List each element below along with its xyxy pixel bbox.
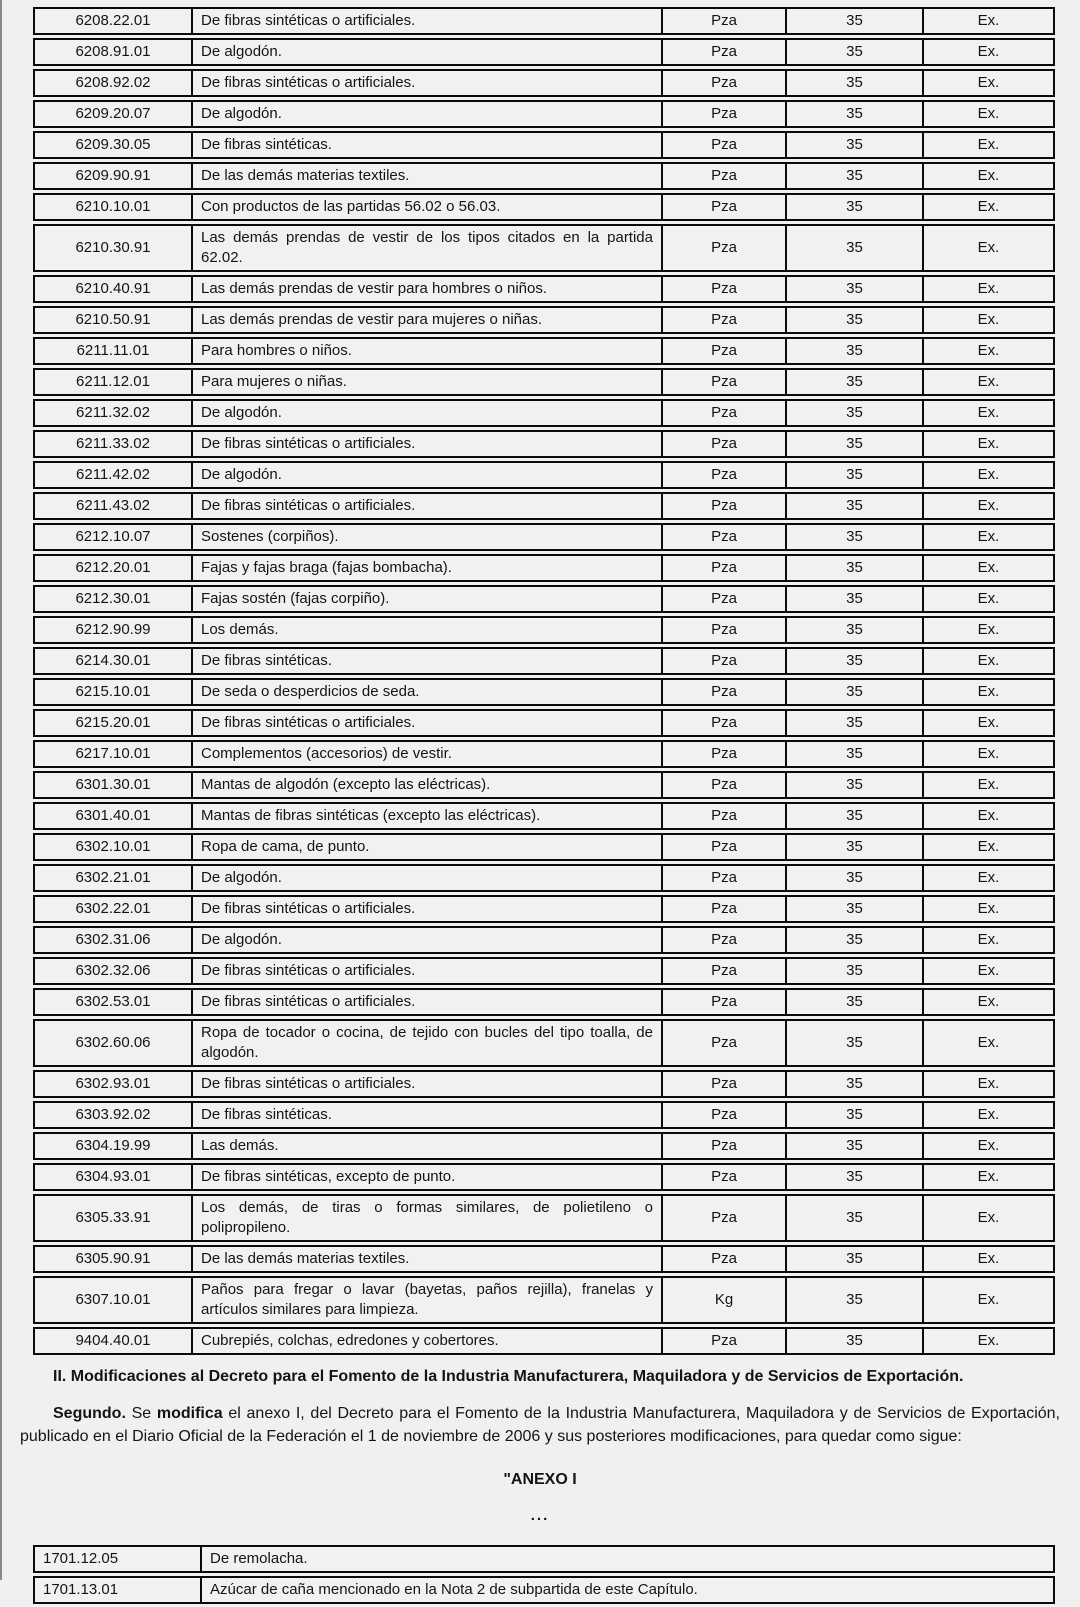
tariff-unit-cell: Pza xyxy=(663,430,787,458)
tariff-unit-cell: Pza xyxy=(663,193,787,221)
tariff-code-cell: 6212.10.07 xyxy=(33,523,193,551)
annex-table-row xyxy=(33,1576,1055,1604)
tariff-code-cell: 6304.19.99 xyxy=(33,1132,193,1160)
tariff-table-row xyxy=(33,337,1055,365)
tariff-code-cell: 6212.30.01 xyxy=(33,585,193,613)
annex-description-cell: De remolacha. xyxy=(202,1545,1055,1573)
tariff-code-cell: 6302.22.01 xyxy=(33,895,193,923)
tariff-description-cell: De fibras sintéticas o artificiales. xyxy=(193,895,663,923)
tariff-unit-cell: Pza xyxy=(663,957,787,985)
tariff-table-row xyxy=(33,38,1055,66)
tariff-table-body xyxy=(33,7,1055,1355)
tariff-description-cell: De fibras sintéticas o artificiales. xyxy=(193,7,663,35)
tariff-table-row xyxy=(33,771,1055,799)
tariff-table-row xyxy=(33,1019,1055,1067)
tariff-table-row xyxy=(33,833,1055,861)
tariff-exemption-cell: Ex. xyxy=(924,1194,1055,1242)
tariff-description-cell: Con productos de las partidas 56.02 o 56.03. xyxy=(193,193,663,221)
tariff-unit-cell: Pza xyxy=(663,100,787,128)
tariff-rate-cell: 35 xyxy=(787,864,924,892)
tariff-code-cell: 6305.90.91 xyxy=(33,1245,193,1273)
tariff-exemption-cell: Ex. xyxy=(924,1132,1055,1160)
tariff-exemption-cell: Ex. xyxy=(924,368,1055,396)
tariff-table-row xyxy=(33,895,1055,923)
anexo-heading: "ANEXO I xyxy=(503,1471,577,1488)
tariff-rate-cell: 35 xyxy=(787,461,924,489)
tariff-exemption-cell: Ex. xyxy=(924,337,1055,365)
tariff-unit-cell: Pza xyxy=(663,1132,787,1160)
tariff-description-cell: Ropa de tocador o cocina, de tejido con bucles del tipo toalla, de algodón. xyxy=(193,1019,663,1067)
tariff-code-cell: 6307.10.01 xyxy=(33,1276,193,1324)
tariff-exemption-cell: Ex. xyxy=(924,616,1055,644)
tariff-rate-cell: 35 xyxy=(787,678,924,706)
tariff-description-cell: Paños para fregar o lavar (bayetas, paños rejilla), franelas y artículos similares para limpieza. xyxy=(193,1276,663,1324)
tariff-table-row xyxy=(33,1132,1055,1160)
tariff-unit-cell: Pza xyxy=(663,7,787,35)
annex-table xyxy=(33,1542,1055,1607)
tariff-description-cell: De fibras sintéticas, excepto de punto. xyxy=(193,1163,663,1191)
tariff-unit-cell: Pza xyxy=(663,709,787,737)
tariff-unit-cell: Pza xyxy=(663,162,787,190)
tariff-exemption-cell: Ex. xyxy=(924,162,1055,190)
tariff-description-cell: De algodón. xyxy=(193,100,663,128)
tariff-table-row xyxy=(33,988,1055,1016)
tariff-code-cell: 6210.10.01 xyxy=(33,193,193,221)
tariff-description-cell: Mantas de algodón (excepto las eléctricas). xyxy=(193,771,663,799)
annex-description-cell: Azúcar de caña mencionado en la Nota 2 de subpartida de este Capítulo. xyxy=(202,1576,1055,1604)
tariff-rate-cell: 35 xyxy=(787,368,924,396)
tariff-exemption-cell: Ex. xyxy=(924,740,1055,768)
tariff-description-cell: De seda o desperdicios de seda. xyxy=(193,678,663,706)
tariff-exemption-cell: Ex. xyxy=(924,224,1055,272)
tariff-description-cell: De fibras sintéticas o artificiales. xyxy=(193,1070,663,1098)
tariff-table-row xyxy=(33,399,1055,427)
tariff-table-row xyxy=(33,1327,1055,1355)
tariff-description-cell: De fibras sintéticas o artificiales. xyxy=(193,69,663,97)
tariff-rate-cell: 35 xyxy=(787,193,924,221)
tariff-rate-cell: 35 xyxy=(787,1101,924,1129)
tariff-rate-cell: 35 xyxy=(787,162,924,190)
tariff-unit-cell: Pza xyxy=(663,337,787,365)
tariff-unit-cell: Pza xyxy=(663,399,787,427)
tariff-exemption-cell: Ex. xyxy=(924,1327,1055,1355)
tariff-rate-cell: 35 xyxy=(787,1132,924,1160)
tariff-description-cell: Mantas de fibras sintéticas (excepto las eléctricas). xyxy=(193,802,663,830)
tariff-unit-cell: Pza xyxy=(663,864,787,892)
tariff-unit-cell: Pza xyxy=(663,616,787,644)
tariff-unit-cell: Pza xyxy=(663,224,787,272)
tariff-code-cell: 6211.32.02 xyxy=(33,399,193,427)
tariff-exemption-cell: Ex. xyxy=(924,554,1055,582)
tariff-description-cell: Los demás, de tiras o formas similares, de polietileno o polipropileno. xyxy=(193,1194,663,1242)
tariff-code-cell: 6215.20.01 xyxy=(33,709,193,737)
tariff-unit-cell: Pza xyxy=(663,131,787,159)
tariff-exemption-cell: Ex. xyxy=(924,988,1055,1016)
tariff-code-cell: 6302.21.01 xyxy=(33,864,193,892)
tariff-description-cell: Fajas sostén (fajas corpiño). xyxy=(193,585,663,613)
tariff-description-cell: De fibras sintéticas. xyxy=(193,131,663,159)
tariff-description-cell: Cubrepiés, colchas, edredones y cobertores. xyxy=(193,1327,663,1355)
tariff-table-row xyxy=(33,306,1055,334)
tariff-rate-cell: 35 xyxy=(787,7,924,35)
tariff-unit-cell: Pza xyxy=(663,1101,787,1129)
annex-code-cell: 1701.13.01 xyxy=(33,1576,202,1604)
tariff-table-row xyxy=(33,1245,1055,1273)
tariff-rate-cell: 35 xyxy=(787,647,924,675)
tariff-description-cell: Las demás. xyxy=(193,1132,663,1160)
tariff-unit-cell: Pza xyxy=(663,368,787,396)
tariff-table-row xyxy=(33,162,1055,190)
tariff-code-cell: 6208.91.01 xyxy=(33,38,193,66)
tariff-rate-cell: 35 xyxy=(787,131,924,159)
tariff-table-row xyxy=(33,1070,1055,1098)
paragraph-segment: Se xyxy=(125,1405,157,1422)
tariff-rate-cell: 35 xyxy=(787,554,924,582)
tariff-code-cell: 6303.92.02 xyxy=(33,1101,193,1129)
tariff-code-cell: 6209.90.91 xyxy=(33,162,193,190)
tariff-table-row xyxy=(33,616,1055,644)
tariff-rate-cell: 35 xyxy=(787,275,924,303)
paragraph-segment: modifica xyxy=(156,1405,223,1422)
tariff-code-cell: 6212.90.99 xyxy=(33,616,193,644)
tariff-unit-cell: Pza xyxy=(663,69,787,97)
continuation-dots: ... xyxy=(530,1507,550,1524)
tariff-rate-cell: 35 xyxy=(787,1070,924,1098)
tariff-unit-cell: Pza xyxy=(663,771,787,799)
tariff-unit-cell: Kg xyxy=(663,1276,787,1324)
tariff-description-cell: Ropa de cama, de punto. xyxy=(193,833,663,861)
tariff-exemption-cell: Ex. xyxy=(924,193,1055,221)
tariff-unit-cell: Pza xyxy=(663,585,787,613)
tariff-unit-cell: Pza xyxy=(663,647,787,675)
tariff-table-row xyxy=(33,1276,1055,1324)
tariff-description-cell: De algodón. xyxy=(193,864,663,892)
tariff-code-cell: 6209.30.05 xyxy=(33,131,193,159)
tariff-code-cell: 6215.10.01 xyxy=(33,678,193,706)
tariff-code-cell: 6302.10.01 xyxy=(33,833,193,861)
tariff-unit-cell: Pza xyxy=(663,1194,787,1242)
tariff-code-cell: 6208.22.01 xyxy=(33,7,193,35)
tariff-exemption-cell: Ex. xyxy=(924,771,1055,799)
tariff-unit-cell: Pza xyxy=(663,523,787,551)
tariff-description-cell: Las demás prendas de vestir de los tipos citados en la partida 62.02. xyxy=(193,224,663,272)
tariff-table-row xyxy=(33,802,1055,830)
tariff-rate-cell: 35 xyxy=(787,399,924,427)
tariff-unit-cell: Pza xyxy=(663,1070,787,1098)
tariff-code-cell: 6305.33.91 xyxy=(33,1194,193,1242)
tariff-description-cell: De algodón. xyxy=(193,38,663,66)
tariff-rate-cell: 35 xyxy=(787,1245,924,1273)
tariff-table-row xyxy=(33,647,1055,675)
tariff-code-cell: 6211.43.02 xyxy=(33,492,193,520)
tariff-rate-cell: 35 xyxy=(787,957,924,985)
tariff-table-row xyxy=(33,554,1055,582)
annex-code-cell: 1701.12.05 xyxy=(33,1545,202,1573)
tariff-rate-cell: 35 xyxy=(787,895,924,923)
tariff-exemption-cell: Ex. xyxy=(924,523,1055,551)
tariff-description-cell: Para mujeres o niñas. xyxy=(193,368,663,396)
tariff-table-row xyxy=(33,461,1055,489)
tariff-rate-cell: 35 xyxy=(787,926,924,954)
tariff-rate-cell: 35 xyxy=(787,100,924,128)
tariff-rate-cell: 35 xyxy=(787,430,924,458)
tariff-table-row xyxy=(33,100,1055,128)
tariff-rate-cell: 35 xyxy=(787,1163,924,1191)
tariff-code-cell: 6211.12.01 xyxy=(33,368,193,396)
tariff-table-row xyxy=(33,678,1055,706)
tariff-unit-cell: Pza xyxy=(663,895,787,923)
tariff-rate-cell: 35 xyxy=(787,1194,924,1242)
tariff-description-cell: De fibras sintéticas. xyxy=(193,647,663,675)
tariff-rate-cell: 35 xyxy=(787,616,924,644)
paragraph-segment: Segundo. xyxy=(53,1405,126,1422)
tariff-code-cell: 6301.30.01 xyxy=(33,771,193,799)
tariff-rate-cell: 35 xyxy=(787,306,924,334)
tariff-rate-cell: 35 xyxy=(787,709,924,737)
tariff-exemption-cell: Ex. xyxy=(924,1070,1055,1098)
tariff-table-row xyxy=(33,864,1055,892)
tariff-code-cell: 6304.93.01 xyxy=(33,1163,193,1191)
tariff-code-cell: 6302.53.01 xyxy=(33,988,193,1016)
tariff-table-row xyxy=(33,368,1055,396)
tariff-exemption-cell: Ex. xyxy=(924,833,1055,861)
tariff-rate-cell: 35 xyxy=(787,492,924,520)
annex-table-body xyxy=(33,1545,1055,1604)
tariff-unit-cell: Pza xyxy=(663,833,787,861)
segundo-paragraph xyxy=(20,1402,1060,1448)
tariff-table-row xyxy=(33,585,1055,613)
tariff-description-cell: De fibras sintéticas o artificiales. xyxy=(193,957,663,985)
tariff-exemption-cell: Ex. xyxy=(924,492,1055,520)
tariff-exemption-cell: Ex. xyxy=(924,802,1055,830)
tariff-exemption-cell: Ex. xyxy=(924,709,1055,737)
tariff-unit-cell: Pza xyxy=(663,678,787,706)
tariff-code-cell: 6209.20.07 xyxy=(33,100,193,128)
tariff-exemption-cell: Ex. xyxy=(924,1163,1055,1191)
tariff-code-cell: 6210.40.91 xyxy=(33,275,193,303)
tariff-unit-cell: Pza xyxy=(663,802,787,830)
tariff-description-cell: De fibras sintéticas o artificiales. xyxy=(193,430,663,458)
tariff-code-cell: 6302.31.06 xyxy=(33,926,193,954)
tariff-unit-cell: Pza xyxy=(663,988,787,1016)
tariff-rate-cell: 35 xyxy=(787,523,924,551)
tariff-table-row xyxy=(33,131,1055,159)
tariff-code-cell: 6210.50.91 xyxy=(33,306,193,334)
tariff-unit-cell: Pza xyxy=(663,1019,787,1067)
tariff-exemption-cell: Ex. xyxy=(924,678,1055,706)
tariff-description-cell: De algodón. xyxy=(193,399,663,427)
tariff-exemption-cell: Ex. xyxy=(924,957,1055,985)
tariff-description-cell: De fibras sintéticas o artificiales. xyxy=(193,709,663,737)
tariff-unit-cell: Pza xyxy=(663,306,787,334)
tariff-unit-cell: Pza xyxy=(663,926,787,954)
tariff-code-cell: 6302.60.06 xyxy=(33,1019,193,1067)
tariff-exemption-cell: Ex. xyxy=(924,1101,1055,1129)
section-ii-heading: II. Modificaciones al Decreto para el Fomento de la Industria Manufacturera, Maquiladora y de Servicios de Exportación. xyxy=(53,1368,964,1385)
tariff-rate-cell: 35 xyxy=(787,1019,924,1067)
tariff-unit-cell: Pza xyxy=(663,275,787,303)
tariff-exemption-cell: Ex. xyxy=(924,895,1055,923)
tariff-exemption-cell: Ex. xyxy=(924,585,1055,613)
tariff-table-row xyxy=(33,1101,1055,1129)
tariff-description-cell: De las demás materias textiles. xyxy=(193,162,663,190)
tariff-rate-cell: 35 xyxy=(787,833,924,861)
tariff-exemption-cell: Ex. xyxy=(924,461,1055,489)
tariff-code-cell: 6302.32.06 xyxy=(33,957,193,985)
tariff-exemption-cell: Ex. xyxy=(924,1019,1055,1067)
tariff-unit-cell: Pza xyxy=(663,1327,787,1355)
tariff-table-row xyxy=(33,224,1055,272)
tariff-table-row xyxy=(33,1194,1055,1242)
tariff-exemption-cell: Ex. xyxy=(924,7,1055,35)
tariff-rate-cell: 35 xyxy=(787,988,924,1016)
tariff-exemption-cell: Ex. xyxy=(924,647,1055,675)
tariff-table-row xyxy=(33,492,1055,520)
tariff-description-cell: De fibras sintéticas o artificiales. xyxy=(193,988,663,1016)
tariff-description-cell: Los demás. xyxy=(193,616,663,644)
tariff-code-cell: 6211.11.01 xyxy=(33,337,193,365)
tariff-exemption-cell: Ex. xyxy=(924,430,1055,458)
tariff-table-row xyxy=(33,740,1055,768)
tariff-table-row xyxy=(33,7,1055,35)
tariff-rate-cell: 35 xyxy=(787,740,924,768)
tariff-table-row xyxy=(33,193,1055,221)
tariff-table-row xyxy=(33,275,1055,303)
tariff-code-cell: 6217.10.01 xyxy=(33,740,193,768)
tariff-table-row xyxy=(33,69,1055,97)
tariff-rate-cell: 35 xyxy=(787,802,924,830)
tariff-unit-cell: Pza xyxy=(663,461,787,489)
tariff-rate-cell: 35 xyxy=(787,1327,924,1355)
tariff-table-row xyxy=(33,523,1055,551)
tariff-unit-cell: Pza xyxy=(663,1163,787,1191)
paragraph-segment: el anexo I, del Decreto para el Fomento de la Industria Manufacturera, Maquiladora y de Servicios de Exportación, publicado en el Diario Oficial de la Federación el 1 de noviembre de 2006 y sus posteriores modificaciones, para quedar como sigue: xyxy=(20,1405,1060,1445)
tariff-description-cell: De algodón. xyxy=(193,461,663,489)
tariff-description-cell: De fibras sintéticas o artificiales. xyxy=(193,492,663,520)
tariff-code-cell: 6211.33.02 xyxy=(33,430,193,458)
tariff-rate-cell: 35 xyxy=(787,38,924,66)
scan-edge xyxy=(0,0,2,1580)
annex-table-row xyxy=(33,1545,1055,1573)
tariff-description-cell: De algodón. xyxy=(193,926,663,954)
tariff-code-cell: 9404.40.01 xyxy=(33,1327,193,1355)
tariff-exemption-cell: Ex. xyxy=(924,275,1055,303)
tariff-exemption-cell: Ex. xyxy=(924,131,1055,159)
tariff-description-cell: Sostenes (corpiños). xyxy=(193,523,663,551)
tariff-code-cell: 6211.42.02 xyxy=(33,461,193,489)
tariff-rate-cell: 35 xyxy=(787,224,924,272)
tariff-description-cell: Fajas y fajas braga (fajas bombacha). xyxy=(193,554,663,582)
tariff-exemption-cell: Ex. xyxy=(924,1245,1055,1273)
tariff-description-cell: De las demás materias textiles. xyxy=(193,1245,663,1273)
tariff-exemption-cell: Ex. xyxy=(924,1276,1055,1324)
tariff-code-cell: 6302.93.01 xyxy=(33,1070,193,1098)
tariff-rate-cell: 35 xyxy=(787,1276,924,1324)
tariff-table-row xyxy=(33,430,1055,458)
tariff-rate-cell: 35 xyxy=(787,337,924,365)
tariff-exemption-cell: Ex. xyxy=(924,926,1055,954)
tariff-code-cell: 6214.30.01 xyxy=(33,647,193,675)
tariff-exemption-cell: Ex. xyxy=(924,864,1055,892)
tariff-description-cell: Las demás prendas de vestir para mujeres o niñas. xyxy=(193,306,663,334)
tariff-rate-cell: 35 xyxy=(787,771,924,799)
tariff-rate-cell: 35 xyxy=(787,585,924,613)
tariff-code-cell: 6301.40.01 xyxy=(33,802,193,830)
tariff-exemption-cell: Ex. xyxy=(924,100,1055,128)
tariff-unit-cell: Pza xyxy=(663,740,787,768)
tariff-code-cell: 6210.30.91 xyxy=(33,224,193,272)
tariff-unit-cell: Pza xyxy=(663,554,787,582)
tariff-exemption-cell: Ex. xyxy=(924,38,1055,66)
tariff-unit-cell: Pza xyxy=(663,492,787,520)
tariff-description-cell: Complementos (accesorios) de vestir. xyxy=(193,740,663,768)
tariff-table-row xyxy=(33,1163,1055,1191)
tariff-exemption-cell: Ex. xyxy=(924,399,1055,427)
tariff-exemption-cell: Ex. xyxy=(924,69,1055,97)
tariff-description-cell: Las demás prendas de vestir para hombres o niños. xyxy=(193,275,663,303)
tariff-description-cell: De fibras sintéticas. xyxy=(193,1101,663,1129)
tariff-code-cell: 6208.92.02 xyxy=(33,69,193,97)
tariff-exemption-cell: Ex. xyxy=(924,306,1055,334)
tariff-code-cell: 6212.20.01 xyxy=(33,554,193,582)
tariff-table xyxy=(33,4,1055,1358)
tariff-unit-cell: Pza xyxy=(663,1245,787,1273)
tariff-table-row xyxy=(33,709,1055,737)
tariff-table-row xyxy=(33,926,1055,954)
tariff-description-cell: Para hombres o niños. xyxy=(193,337,663,365)
tariff-table-row xyxy=(33,957,1055,985)
tariff-unit-cell: Pza xyxy=(663,38,787,66)
tariff-rate-cell: 35 xyxy=(787,69,924,97)
